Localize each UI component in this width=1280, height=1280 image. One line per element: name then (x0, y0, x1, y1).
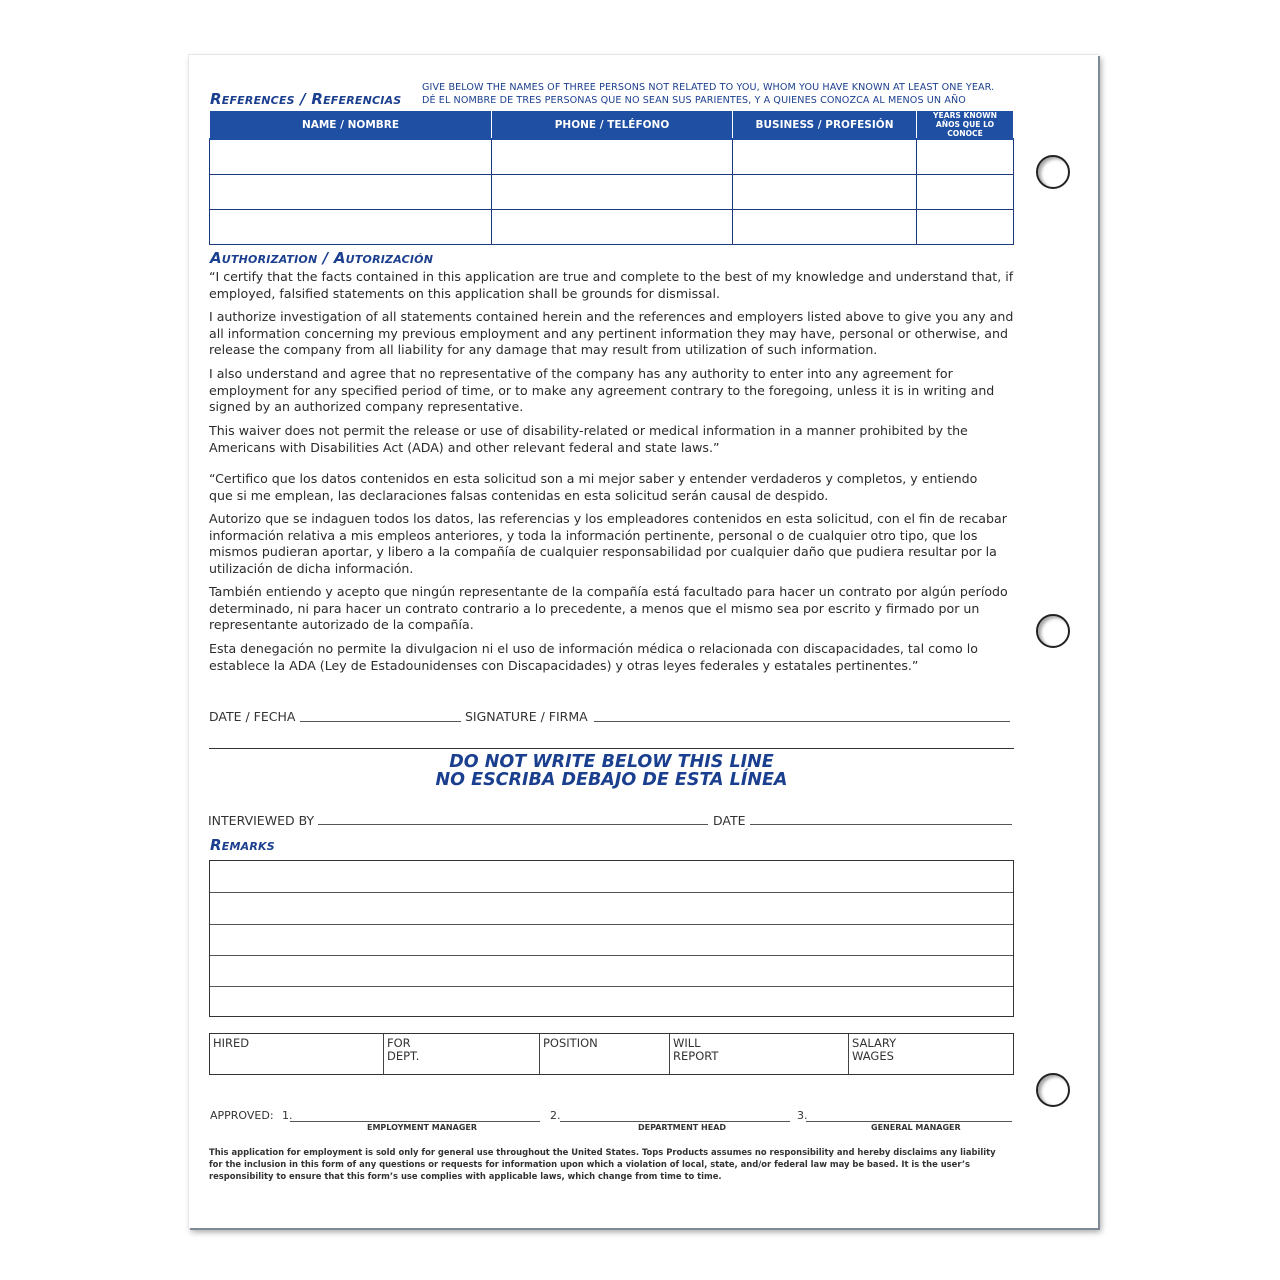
col-phone-header: PHONE / TELÉFONO (492, 111, 733, 140)
do-not-write-en: DO NOT WRITE BELOW THIS LINE (449, 752, 774, 772)
approved-label: APPROVED: (210, 1109, 274, 1122)
reference-name-cell[interactable] (210, 210, 492, 245)
table-row (210, 210, 1014, 245)
for-dept-label-line2: DEPT. (387, 1048, 420, 1063)
table-row (210, 175, 1014, 210)
reference-name-cell[interactable] (210, 175, 492, 210)
references-instruction-es: DÉ EL NOMBRE DE TRES PERSONAS QUE NO SEAN SUS PARIENTES, Y A QUIENES CONOZCA AL MENOS UN AÑO (422, 95, 966, 106)
position-label: POSITION (543, 1036, 598, 1050)
remarks-box[interactable] (209, 860, 1014, 1017)
divider-line (209, 748, 1014, 749)
reference-years-cell[interactable] (917, 139, 1014, 175)
reference-years-cell[interactable] (917, 175, 1014, 210)
reference-years-cell[interactable] (917, 210, 1014, 245)
authorization-es-paragraph-2: Autorizo que se indaguen todos los datos, las referencias y los empleadores contenidos en esta solicitud, con el fin de recabar información relativa a mis empleos anteriores, y toda la información pertinente, personal o de cualquier otro tipo, que los mismos pudieran aportar, y libero a la compañía de cualquier responsabilidad por cualquier daño que pudiera resultar por la utilización de dicha información. (209, 511, 1007, 576)
col-business-header: BUSINESS / PROFESIÓN (733, 111, 917, 140)
hired-cell[interactable] (210, 1034, 383, 1074)
will-report-cell[interactable] (669, 1034, 848, 1074)
references-instruction-en: GIVE BELOW THE NAMES OF THREE PERSONS NOT RELATED TO YOU, WHOM YOU HAVE KNOWN AT LEAST ONE YEAR. (422, 82, 995, 93)
authorization-es-paragraph-3: También entiendo y acepto que ningún representante de la compañía está facultado para hacer un contrato por algún período determinado, ni para hacer un contrato contrario a lo precedente, a menos que el mismo sea por escrito y firmado por un representante autorizado de la compañía. (209, 584, 1008, 633)
for-dept-label-line1: FOR (387, 1036, 411, 1050)
employment-manager-signature-field[interactable] (290, 1121, 540, 1122)
do-not-write-es: NO ESCRIBA DEBAJO DE ESTA LÍNEA (435, 770, 788, 790)
reference-phone-cell[interactable] (492, 139, 733, 175)
authorization-es-paragraph-1: “Certifico que los datos contenidos en esta solicitud son a mi mejor saber y entender verdaderos y completos, y entiendo que si me emplean, las declaraciones falsas contenidas en esta solicitud serán causal de despido. (209, 471, 978, 503)
table-row (210, 139, 1014, 175)
references-table (209, 110, 1014, 245)
approval-number-1: 1. (282, 1109, 293, 1122)
remarks-line (210, 986, 1013, 987)
approval-number-2: 2. (550, 1109, 561, 1122)
department-head-caption: DEPARTMENT HEAD (638, 1123, 727, 1132)
remarks-line (210, 892, 1013, 893)
col-years-header-line2: AÑOS QUE LO CONOCE (935, 120, 995, 138)
salary-cell[interactable] (848, 1034, 1013, 1074)
binder-hole (1036, 614, 1070, 648)
signature-field[interactable] (594, 721, 1010, 722)
date-field[interactable] (300, 721, 461, 722)
reference-business-cell[interactable] (733, 139, 917, 175)
col-years-header (917, 111, 1014, 140)
approval-number-3: 3. (797, 1109, 808, 1122)
interview-date-label: DATE (713, 813, 746, 828)
salary-label-line1: SALARY (852, 1036, 897, 1050)
hired-label: HIRED (213, 1036, 250, 1050)
col-years-header-line1: YEARS KNOWN (933, 111, 997, 120)
remarks-title: Remarks (210, 836, 275, 854)
will-report-label-line1: WILL (673, 1036, 701, 1050)
reference-phone-cell[interactable] (492, 210, 733, 245)
authorization-en-paragraph-3: I also understand and agree that no representative of the company has any authority to enter into any agreement for employment for any specified period of time, or to make any agreement contrary to the foregoing, unless it is in writing and signed by an authorized company representative. (209, 366, 995, 415)
hiring-box (209, 1033, 1014, 1075)
authorization-en-paragraph-2: I authorize investigation of all statements contained herein and the references and employers listed above to give you any and all information concerning my previous employment and any pertinent information they may have, personal or otherwise, and release the company from all liability for any damage that may result from utilization of such information. (209, 309, 1014, 358)
position-cell[interactable] (539, 1034, 669, 1074)
date-label: DATE / FECHA (209, 709, 296, 724)
remarks-line (210, 924, 1013, 925)
department-head-signature-field[interactable] (560, 1121, 790, 1122)
binder-hole (1036, 155, 1070, 189)
legal-disclaimer: This application for employment is sold only for general use throughout the United States. Tops Products assumes no responsibility and hereby disclaims any liability for the inclusion in this form of any questions or requests for information upon which a violation of local, state, and/or federal law may be based. It is the user’s responsibility to ensure that this form’s use complies with applicable laws, which change from time to time. (209, 1147, 996, 1181)
interviewed-by-field[interactable] (318, 824, 708, 825)
binder-hole (1036, 1073, 1070, 1107)
authorization-es-paragraph-4: Esta denegación no permite la divulgacion ni el uso de información médica o relacionada con discapacidades, tal como lo establece la ADA (Ley de Estadounidenses con Discapacidades) y otras leyes federales y estatales pertinentes.” (209, 641, 978, 673)
authorization-en-paragraph-1: “I certify that the facts contained in this application are true and complete to the best of my knowledge and understand that, if employed, falsified statements on this application shall be grounds for dismissal. (209, 269, 1014, 301)
general-manager-signature-field[interactable] (806, 1121, 1012, 1122)
reference-business-cell[interactable] (733, 175, 917, 210)
col-name-header: NAME / NOMBRE (210, 111, 492, 140)
for-dept-cell[interactable] (383, 1034, 539, 1074)
references-instructions (422, 81, 1022, 107)
reference-business-cell[interactable] (733, 210, 917, 245)
interview-date-field[interactable] (750, 824, 1012, 825)
signature-label: SIGNATURE / FIRMA (465, 709, 588, 724)
authorization-en-paragraph-4: This waiver does not permit the release or use of disability-related or medical information in a manner prohibited by the Americans with Disabilities Act (ADA) and other relevant federal and state laws.” (209, 423, 968, 455)
will-report-label-line2: REPORT (673, 1048, 719, 1063)
authorization-title: Authorization / Autorización (210, 249, 434, 267)
salary-label-line2: WAGES (852, 1048, 894, 1063)
remarks-line (210, 955, 1013, 956)
reference-phone-cell[interactable] (492, 175, 733, 210)
references-title: References / Referencias (210, 90, 402, 108)
reference-name-cell[interactable] (210, 139, 492, 175)
general-manager-caption: GENERAL MANAGER (871, 1123, 961, 1132)
interviewed-by-label: INTERVIEWED BY (208, 813, 315, 828)
employment-manager-caption: EMPLOYMENT MANAGER (367, 1123, 478, 1132)
